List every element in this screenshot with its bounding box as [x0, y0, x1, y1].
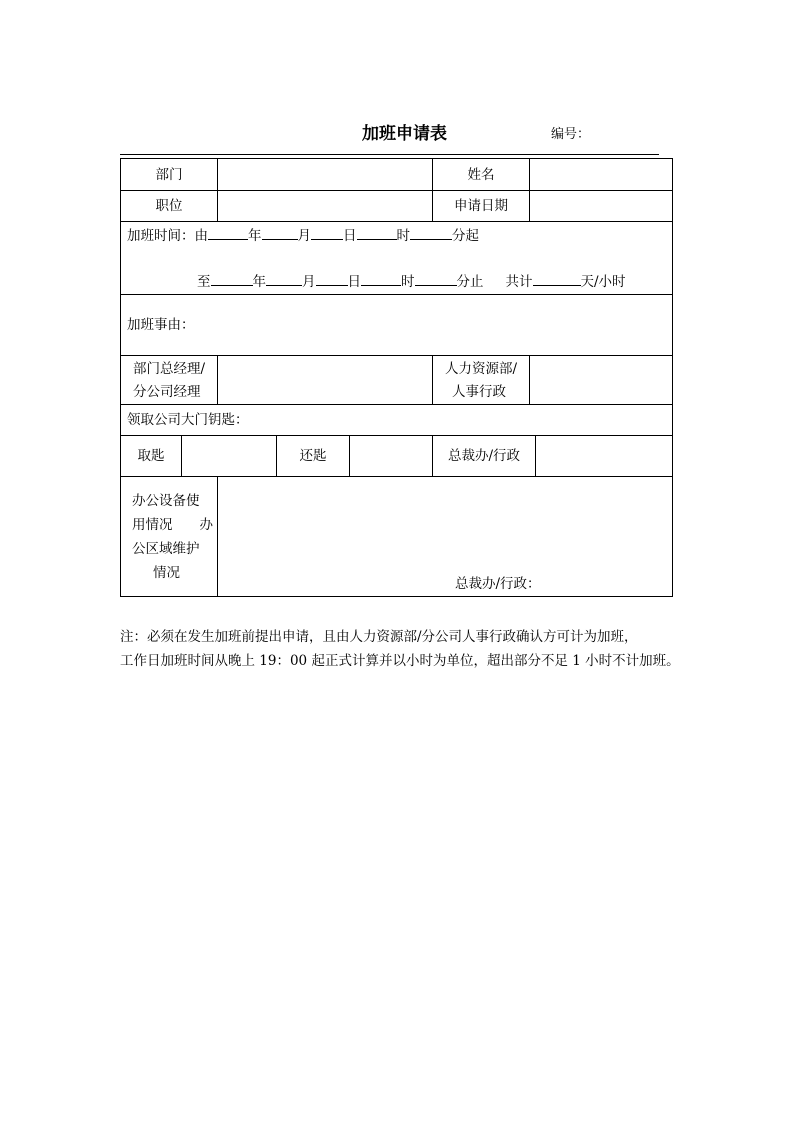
end-day-unit: 日	[347, 274, 361, 290]
overtime-end-line	[197, 271, 626, 292]
take-key-field[interactable]	[181, 435, 277, 477]
ceo-office-field[interactable]	[535, 435, 673, 477]
footnote-line2: 工作日加班时间从晚上 19：00 起正式计算并以小时为单位，超出部分不足 1 小时不计加班。	[120, 653, 680, 669]
hr-label-line2: 人事行政	[452, 384, 506, 400]
apply-date-label: 申请日期	[454, 198, 508, 214]
overtime-start-line	[127, 225, 479, 246]
manager-label-line1: 部门总经理/	[133, 361, 206, 377]
start-year-unit: 年	[248, 228, 262, 244]
form-title: 加班申请表	[362, 124, 447, 144]
footnote	[120, 625, 700, 673]
end-month-unit: 月	[302, 274, 316, 290]
apply-date-field[interactable]	[529, 190, 673, 222]
equipment-signoff-label: 总裁办/行政：	[455, 576, 541, 592]
return-key-field[interactable]	[349, 435, 433, 477]
return-key-label-cell	[276, 435, 350, 477]
ceo-office-label: 总裁办/行政	[447, 448, 521, 464]
hr-label-cell	[432, 355, 530, 405]
end-day-blank[interactable]	[316, 271, 348, 286]
department-field[interactable]	[217, 158, 433, 191]
return-key-label: 还匙	[299, 448, 327, 464]
end-year-unit: 年	[252, 274, 266, 290]
start-suffix: 分起	[452, 228, 479, 244]
apply-date-label-cell	[432, 190, 530, 222]
start-day-unit: 日	[343, 228, 357, 244]
manager-label-cell	[120, 355, 218, 405]
equipment-label-line2: 用情况 办	[132, 517, 213, 533]
start-minute-blank[interactable]	[410, 225, 452, 240]
key-row	[120, 404, 673, 436]
end-hour-blank[interactable]	[361, 271, 401, 286]
form-number-label: 编号：	[551, 127, 591, 142]
start-year-blank[interactable]	[208, 225, 248, 240]
name-label: 姓名	[467, 166, 495, 183]
name-label-cell	[432, 158, 530, 191]
total-label: 共计	[505, 274, 533, 290]
hr-label-line1: 人力资源部/	[445, 361, 518, 377]
position-label-cell	[120, 190, 218, 222]
to-label: 至	[197, 274, 211, 290]
header-rule	[120, 154, 659, 155]
ceo-office-label-cell	[432, 435, 536, 477]
overtime-time-row	[120, 221, 673, 295]
total-blank[interactable]	[533, 271, 581, 286]
hr-signature-field[interactable]	[529, 355, 673, 405]
name-field[interactable]	[529, 158, 673, 191]
position-field[interactable]	[217, 190, 433, 222]
start-month-blank[interactable]	[262, 225, 298, 240]
equipment-label-line4: 情况	[153, 565, 180, 581]
end-hour-unit: 时	[401, 274, 415, 290]
total-unit: 天/小时	[580, 274, 626, 290]
start-hour-blank[interactable]	[357, 225, 397, 240]
equipment-label-cell	[120, 476, 218, 597]
start-month-unit: 月	[297, 228, 311, 244]
department-label-cell	[120, 158, 218, 191]
start-hour-unit: 时	[396, 228, 410, 244]
take-key-label-cell	[120, 435, 182, 477]
overtime-time-label: 加班时间：由	[127, 228, 208, 244]
end-month-blank[interactable]	[266, 271, 302, 286]
equipment-label-line3: 公区域维护	[132, 541, 200, 557]
footnote-line1: 注：必须在发生加班前提出申请，且由人力资源部/分公司人事行政确认方可计为加班，	[120, 629, 638, 645]
equipment-field[interactable]	[217, 476, 673, 597]
reason-label: 加班事由：	[127, 317, 195, 333]
end-suffix: 分止	[456, 274, 484, 290]
reason-row[interactable]	[120, 294, 673, 356]
take-key-label: 取匙	[137, 448, 165, 464]
position-label: 职位	[155, 198, 183, 214]
end-minute-blank[interactable]	[415, 271, 457, 286]
start-day-blank[interactable]	[311, 225, 343, 240]
key-label: 领取公司大门钥匙：	[127, 412, 249, 428]
manager-label-line2: 分公司经理	[133, 384, 201, 400]
manager-signature-field[interactable]	[217, 355, 433, 405]
end-year-blank[interactable]	[211, 271, 253, 286]
equipment-label-line1: 办公设备使	[132, 493, 200, 509]
department-label: 部门	[155, 166, 183, 183]
